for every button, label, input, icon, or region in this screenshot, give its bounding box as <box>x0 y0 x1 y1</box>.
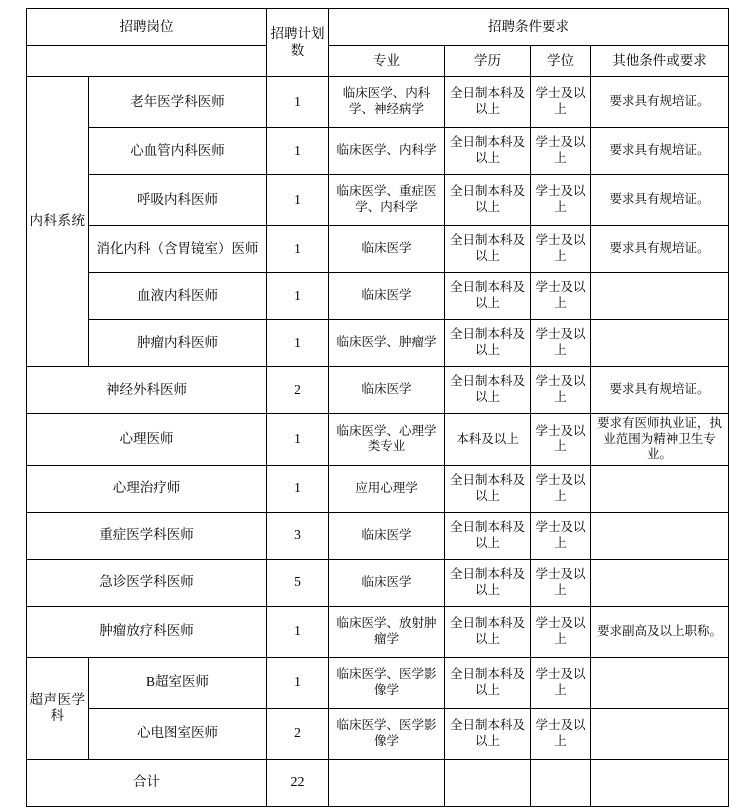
post-education: 全日制本科及以上 <box>445 708 531 759</box>
header-post: 招聘岗位 <box>27 9 267 46</box>
post-degree: 学士及以上 <box>531 77 591 128</box>
post-name: 神经外科医师 <box>27 367 267 414</box>
post-name: 心理治疗师 <box>27 465 267 512</box>
post-count: 1 <box>267 273 329 320</box>
table-row <box>27 559 729 606</box>
group-system-label: 内科系统 <box>27 77 89 367</box>
post-major: 临床医学、内科学 <box>329 128 445 175</box>
post-other: 要求具有规培证。 <box>591 175 729 226</box>
post-other <box>591 708 729 759</box>
post-degree: 学士及以上 <box>531 657 591 708</box>
table-row <box>27 367 729 414</box>
post-name: B超室医师 <box>89 657 267 708</box>
total-label: 合计 <box>27 759 267 806</box>
post-education: 全日制本科及以上 <box>445 367 531 414</box>
post-degree: 学士及以上 <box>531 320 591 367</box>
post-major: 临床医学 <box>329 367 445 414</box>
post-major: 应用心理学 <box>329 465 445 512</box>
post-education: 全日制本科及以上 <box>445 77 531 128</box>
post-education: 全日制本科及以上 <box>445 273 531 320</box>
post-education: 全日制本科及以上 <box>445 320 531 367</box>
table-row <box>27 708 729 759</box>
post-count: 5 <box>267 559 329 606</box>
post-count: 2 <box>267 708 329 759</box>
header-other: 其他条件或要求 <box>591 46 729 77</box>
post-degree: 学士及以上 <box>531 226 591 273</box>
post-count: 3 <box>267 512 329 559</box>
total-count: 22 <box>267 759 329 806</box>
recruitment-table <box>26 8 729 807</box>
post-name: 血液内科医师 <box>89 273 267 320</box>
post-name: 急诊医学科医师 <box>27 559 267 606</box>
table-row <box>27 512 729 559</box>
post-count: 2 <box>267 367 329 414</box>
post-other: 要求具有规培证。 <box>591 367 729 414</box>
header-conditions: 招聘条件要求 <box>329 9 729 46</box>
post-other: 要求具有规培证。 <box>591 77 729 128</box>
post-name: 消化内科（含胃镜室）医师 <box>89 226 267 273</box>
post-other <box>591 512 729 559</box>
header-degree: 学位 <box>531 46 591 77</box>
post-education: 全日制本科及以上 <box>445 465 531 512</box>
post-count: 1 <box>267 657 329 708</box>
table-total-row <box>27 759 729 806</box>
post-degree: 学士及以上 <box>531 414 591 466</box>
post-other: 要求具有规培证。 <box>591 128 729 175</box>
post-education: 全日制本科及以上 <box>445 175 531 226</box>
total-degree <box>531 759 591 806</box>
post-major: 临床医学 <box>329 512 445 559</box>
total-education <box>445 759 531 806</box>
post-name: 心理医师 <box>27 414 267 466</box>
post-other: 要求具有规培证。 <box>591 226 729 273</box>
post-major: 临床医学、放射肿瘤学 <box>329 606 445 657</box>
post-education: 本科及以上 <box>445 414 531 466</box>
post-count: 1 <box>267 175 329 226</box>
post-other <box>591 320 729 367</box>
table-row <box>27 273 729 320</box>
post-name: 肿瘤内科医师 <box>89 320 267 367</box>
total-major <box>329 759 445 806</box>
post-major: 临床医学、心理学类专业 <box>329 414 445 466</box>
post-major: 临床医学、重症医学、内科学 <box>329 175 445 226</box>
table-row <box>27 175 729 226</box>
post-major: 临床医学、医学影像学 <box>329 708 445 759</box>
post-degree: 学士及以上 <box>531 512 591 559</box>
post-other <box>591 273 729 320</box>
post-count: 1 <box>267 320 329 367</box>
group-system-label: 超声医学科 <box>27 657 89 759</box>
table-header-row-1 <box>27 9 729 46</box>
post-major: 临床医学 <box>329 559 445 606</box>
post-other <box>591 559 729 606</box>
total-other <box>591 759 729 806</box>
table-row <box>27 128 729 175</box>
post-education: 全日制本科及以上 <box>445 606 531 657</box>
header-plan-count: 招聘计划数 <box>267 9 329 77</box>
header-education: 学历 <box>445 46 531 77</box>
header-post-sub <box>27 46 267 77</box>
table-row <box>27 465 729 512</box>
post-count: 1 <box>267 128 329 175</box>
post-degree: 学士及以上 <box>531 465 591 512</box>
post-other: 要求副高及以上职称。 <box>591 606 729 657</box>
post-major: 临床医学、肿瘤学 <box>329 320 445 367</box>
table-row <box>27 606 729 657</box>
post-degree: 学士及以上 <box>531 559 591 606</box>
table-row <box>27 320 729 367</box>
table-header-row-2 <box>27 46 729 77</box>
post-education: 全日制本科及以上 <box>445 226 531 273</box>
post-name: 老年医学科医师 <box>89 77 267 128</box>
header-major: 专业 <box>329 46 445 77</box>
post-count: 1 <box>267 606 329 657</box>
post-name: 肿瘤放疗科医师 <box>27 606 267 657</box>
post-count: 1 <box>267 77 329 128</box>
post-name: 心电图室医师 <box>89 708 267 759</box>
post-education: 全日制本科及以上 <box>445 128 531 175</box>
post-degree: 学士及以上 <box>531 273 591 320</box>
post-major: 临床医学 <box>329 226 445 273</box>
post-major: 临床医学 <box>329 273 445 320</box>
table-row <box>27 657 729 708</box>
post-other <box>591 465 729 512</box>
post-major: 临床医学、内科学、神经病学 <box>329 77 445 128</box>
post-education: 全日制本科及以上 <box>445 559 531 606</box>
post-major: 临床医学、医学影像学 <box>329 657 445 708</box>
post-degree: 学士及以上 <box>531 367 591 414</box>
post-degree: 学士及以上 <box>531 708 591 759</box>
post-count: 1 <box>267 226 329 273</box>
post-degree: 学士及以上 <box>531 606 591 657</box>
post-other <box>591 657 729 708</box>
post-count: 1 <box>267 465 329 512</box>
table-row <box>27 226 729 273</box>
post-count: 1 <box>267 414 329 466</box>
table-row <box>27 77 729 128</box>
post-name: 重症医学科医师 <box>27 512 267 559</box>
post-education: 全日制本科及以上 <box>445 657 531 708</box>
post-other: 要求有医师执业证，执业范围为精神卫生专业。 <box>591 414 729 466</box>
post-degree: 学士及以上 <box>531 128 591 175</box>
post-name: 呼吸内科医师 <box>89 175 267 226</box>
table-row <box>27 414 729 466</box>
post-name: 心血管内科医师 <box>89 128 267 175</box>
post-degree: 学士及以上 <box>531 175 591 226</box>
post-education: 全日制本科及以上 <box>445 512 531 559</box>
